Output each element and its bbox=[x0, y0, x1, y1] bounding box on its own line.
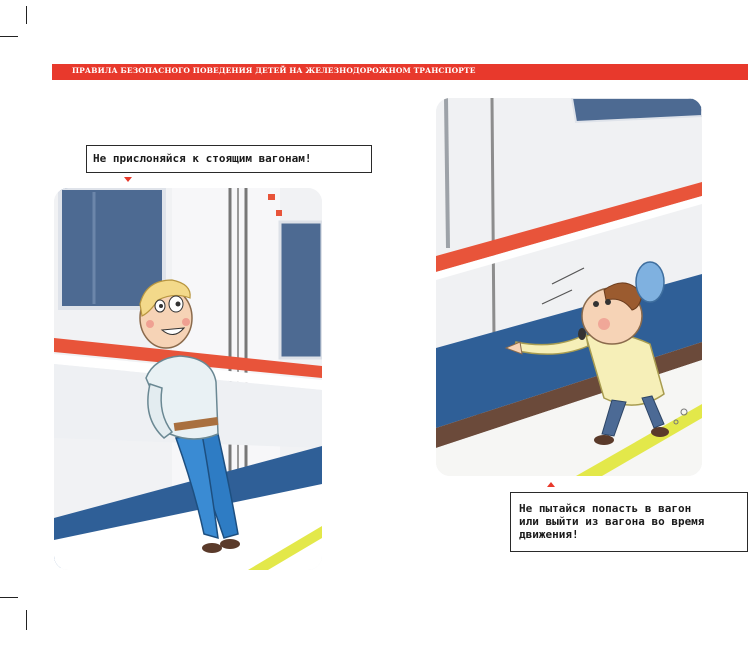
crop-mark-bottom-left-horizontal bbox=[0, 597, 18, 598]
caption-left-pointer-icon bbox=[124, 177, 132, 182]
crop-mark-top-left-horizontal bbox=[0, 36, 18, 37]
page-header-title: ПРАВИЛА БЕЗОПАСНОГО ПОВЕДЕНИЯ ДЕТЕЙ НА ЖЕЛЕЗНОДОРОЖНОМ ТРАНСПОРТЕ bbox=[72, 66, 476, 75]
caption-lean-on-wagons bbox=[86, 145, 372, 173]
crop-mark-top-left-vertical bbox=[26, 6, 27, 24]
header-bar bbox=[52, 64, 748, 80]
caption-boarding-line-1: Не пытайся попасть в вагон bbox=[519, 502, 692, 515]
caption-lean-line-1: Не прислоняйся к стоящим вагонам! bbox=[93, 152, 312, 165]
crop-mark-bottom-left-vertical bbox=[26, 610, 27, 630]
illustration-boy-chasing-train bbox=[436, 98, 702, 476]
caption-boarding-moving-train bbox=[510, 492, 748, 552]
caption-boarding-line-2: или выйти из вагона во время bbox=[519, 515, 705, 528]
illustration-left-svg bbox=[54, 188, 322, 570]
illustration-right-svg bbox=[436, 98, 702, 476]
illustration-boy-leaning-on-train bbox=[54, 188, 322, 570]
caption-boarding-line-3: движения! bbox=[519, 528, 579, 541]
caption-right-pointer-icon bbox=[547, 482, 555, 487]
